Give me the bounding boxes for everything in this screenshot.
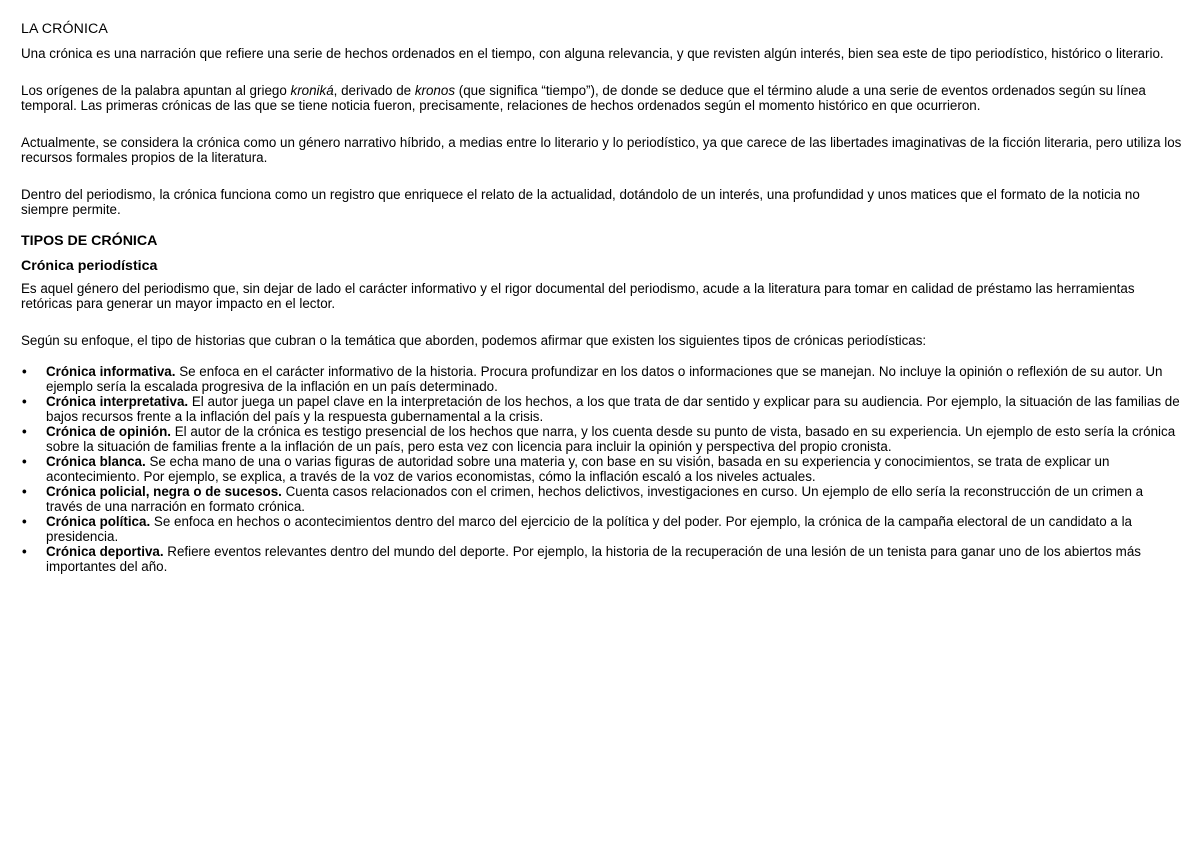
paragraph-origins-text-e: (que significa “tiempo”), de donde se deduce que el término alude a una serie de eventos ordenados según su línea temporal. Las primeras crónicas de las que se tiene noticia fueron, precisamente, relaciones de hechos ordenados según el momento histórico en que ocurrieron. <box>21 83 1146 113</box>
paragraph-origins-text-c: , derivado de <box>333 83 415 98</box>
list-item-term: Crónica deportiva. <box>46 544 164 559</box>
bullet-icon: • <box>22 484 27 499</box>
bullet-icon: • <box>22 544 27 559</box>
list-item-text: Se enfoca en hechos o acontecimientos dentro del marco del ejercicio de la política y del poder. Por ejemplo, la crónica de la campaña electoral de un candidato a la presidencia. <box>46 514 1133 544</box>
list-item-text: El autor juega un papel clave en la interpretación de los hechos, a los que trata de dar sentido y explicar para su audiencia. Por ejemplo, la situación de las familias de bajos recursos frente a la inflación del país y la respuesta gubernamental a la crisis. <box>46 394 1180 424</box>
list-item-text: Se echa mano de una o varias figuras de autoridad sobre una materia y, con base en su visión, basada en su experiencia y conocimientos, se trata de explicar un acontecimiento. Por ejemplo, se explica, a través de la voz de varios economistas, cómo la inflación escaló a los niveles actuales. <box>46 454 1110 484</box>
list-item-text: El autor de la crónica es testigo presencial de los hechos que narra, y los cuenta desde su punto de vista, basado en su experiencia. Un ejemplo de esto sería la crónica sobre la situación de familias frente a la inflación de un país, pero esta vez con licencia para incluir la opinión y perspectiva del propio cronista. <box>46 424 1176 454</box>
document-title: LA CRÓNICA <box>21 21 108 37</box>
list-item-term: Crónica informativa. <box>46 364 176 379</box>
list-item-text: Refiere eventos relevantes dentro del mundo del deporte. Por ejemplo, la historia de la recuperación de una lesión de un tenista para ganar uno de los abiertos más importantes del año. <box>46 544 1141 574</box>
bullet-icon: • <box>22 364 27 379</box>
cronica-periodistica-heading: Crónica periodística <box>21 258 158 274</box>
list-item <box>21 544 1183 574</box>
paragraph-periodistica-definition: Es aquel género del periodismo que, sin dejar de lado el carácter informativo y el rigor documental del periodismo, acude a la literatura para tomar en calidad de préstamo las herramientas retóricas para generar un mayor impacto en el lector. <box>21 281 1135 311</box>
list-item-term: Crónica blanca. <box>46 454 146 469</box>
word-kronos: kronos <box>414 83 456 98</box>
types-list <box>21 364 1183 574</box>
bullet-icon: • <box>22 514 27 529</box>
bullet-icon: • <box>22 394 27 409</box>
paragraph-types-intro: Según su enfoque, el tipo de historias que cubran o la temática que aborden, podemos afirmar que existen los siguientes tipos de crónicas periodísticas: <box>21 333 927 348</box>
paragraph-definition: Una crónica es una narración que refiere una serie de hechos ordenados en el tiempo, con alguna relevancia, y que revisten algún interés, bien sea este de tipo periodístico, histórico o literario. <box>21 46 1164 61</box>
list-item <box>21 364 1183 394</box>
paragraph-actualidad: Actualmente, se considera la crónica como un género narrativo híbrido, a medias entre lo literario y lo periodístico, ya que carece de las libertades imaginativas de la ficción literaria, pero utiliza los recursos formales propios de la literatura. <box>21 135 1182 165</box>
paragraph-periodismo: Dentro del periodismo, la crónica funciona como un registro que enriquece el relato de la actualidad, dotándolo de un interés, una profundidad y unos matices que el formato de la noticia no siempre permite. <box>21 187 1140 217</box>
list-item-term: Crónica interpretativa. <box>46 394 189 409</box>
list-item-term: Crónica política. <box>46 514 151 529</box>
list-item <box>21 484 1183 514</box>
list-item-term: Crónica de opinión. <box>46 424 171 439</box>
list-item <box>21 514 1183 544</box>
list-item-text: Cuenta casos relacionados con el crimen, hechos delictivos, investigaciones en curso. Un ejemplo de ello sería la reconstrucción de un crimen a través de una narración en formato crónica. <box>46 484 1144 514</box>
bullet-icon: • <box>22 454 27 469</box>
list-item <box>21 454 1183 484</box>
list-item-text: Se enfoca en el carácter informativo de la historia. Procura profundizar en los datos o informaciones que se manejan. No incluye la opinión o reflexión de su autor. Un ejemplo sería la escalada progresiva de la inflación en un país determinado. <box>46 364 1163 394</box>
tipos-heading: TIPOS DE CRÓNICA <box>21 233 158 249</box>
paragraph-origins-text-a: Los orígenes de la palabra apuntan al griego <box>21 83 291 98</box>
word-kronika: kroniká <box>290 83 334 98</box>
paragraph-origins <box>21 83 1183 113</box>
bullet-icon: • <box>22 424 27 439</box>
list-item-term: Crónica policial, negra o de sucesos. <box>46 484 282 499</box>
list-item <box>21 394 1183 424</box>
document-body <box>21 17 1183 574</box>
list-item <box>21 424 1183 454</box>
